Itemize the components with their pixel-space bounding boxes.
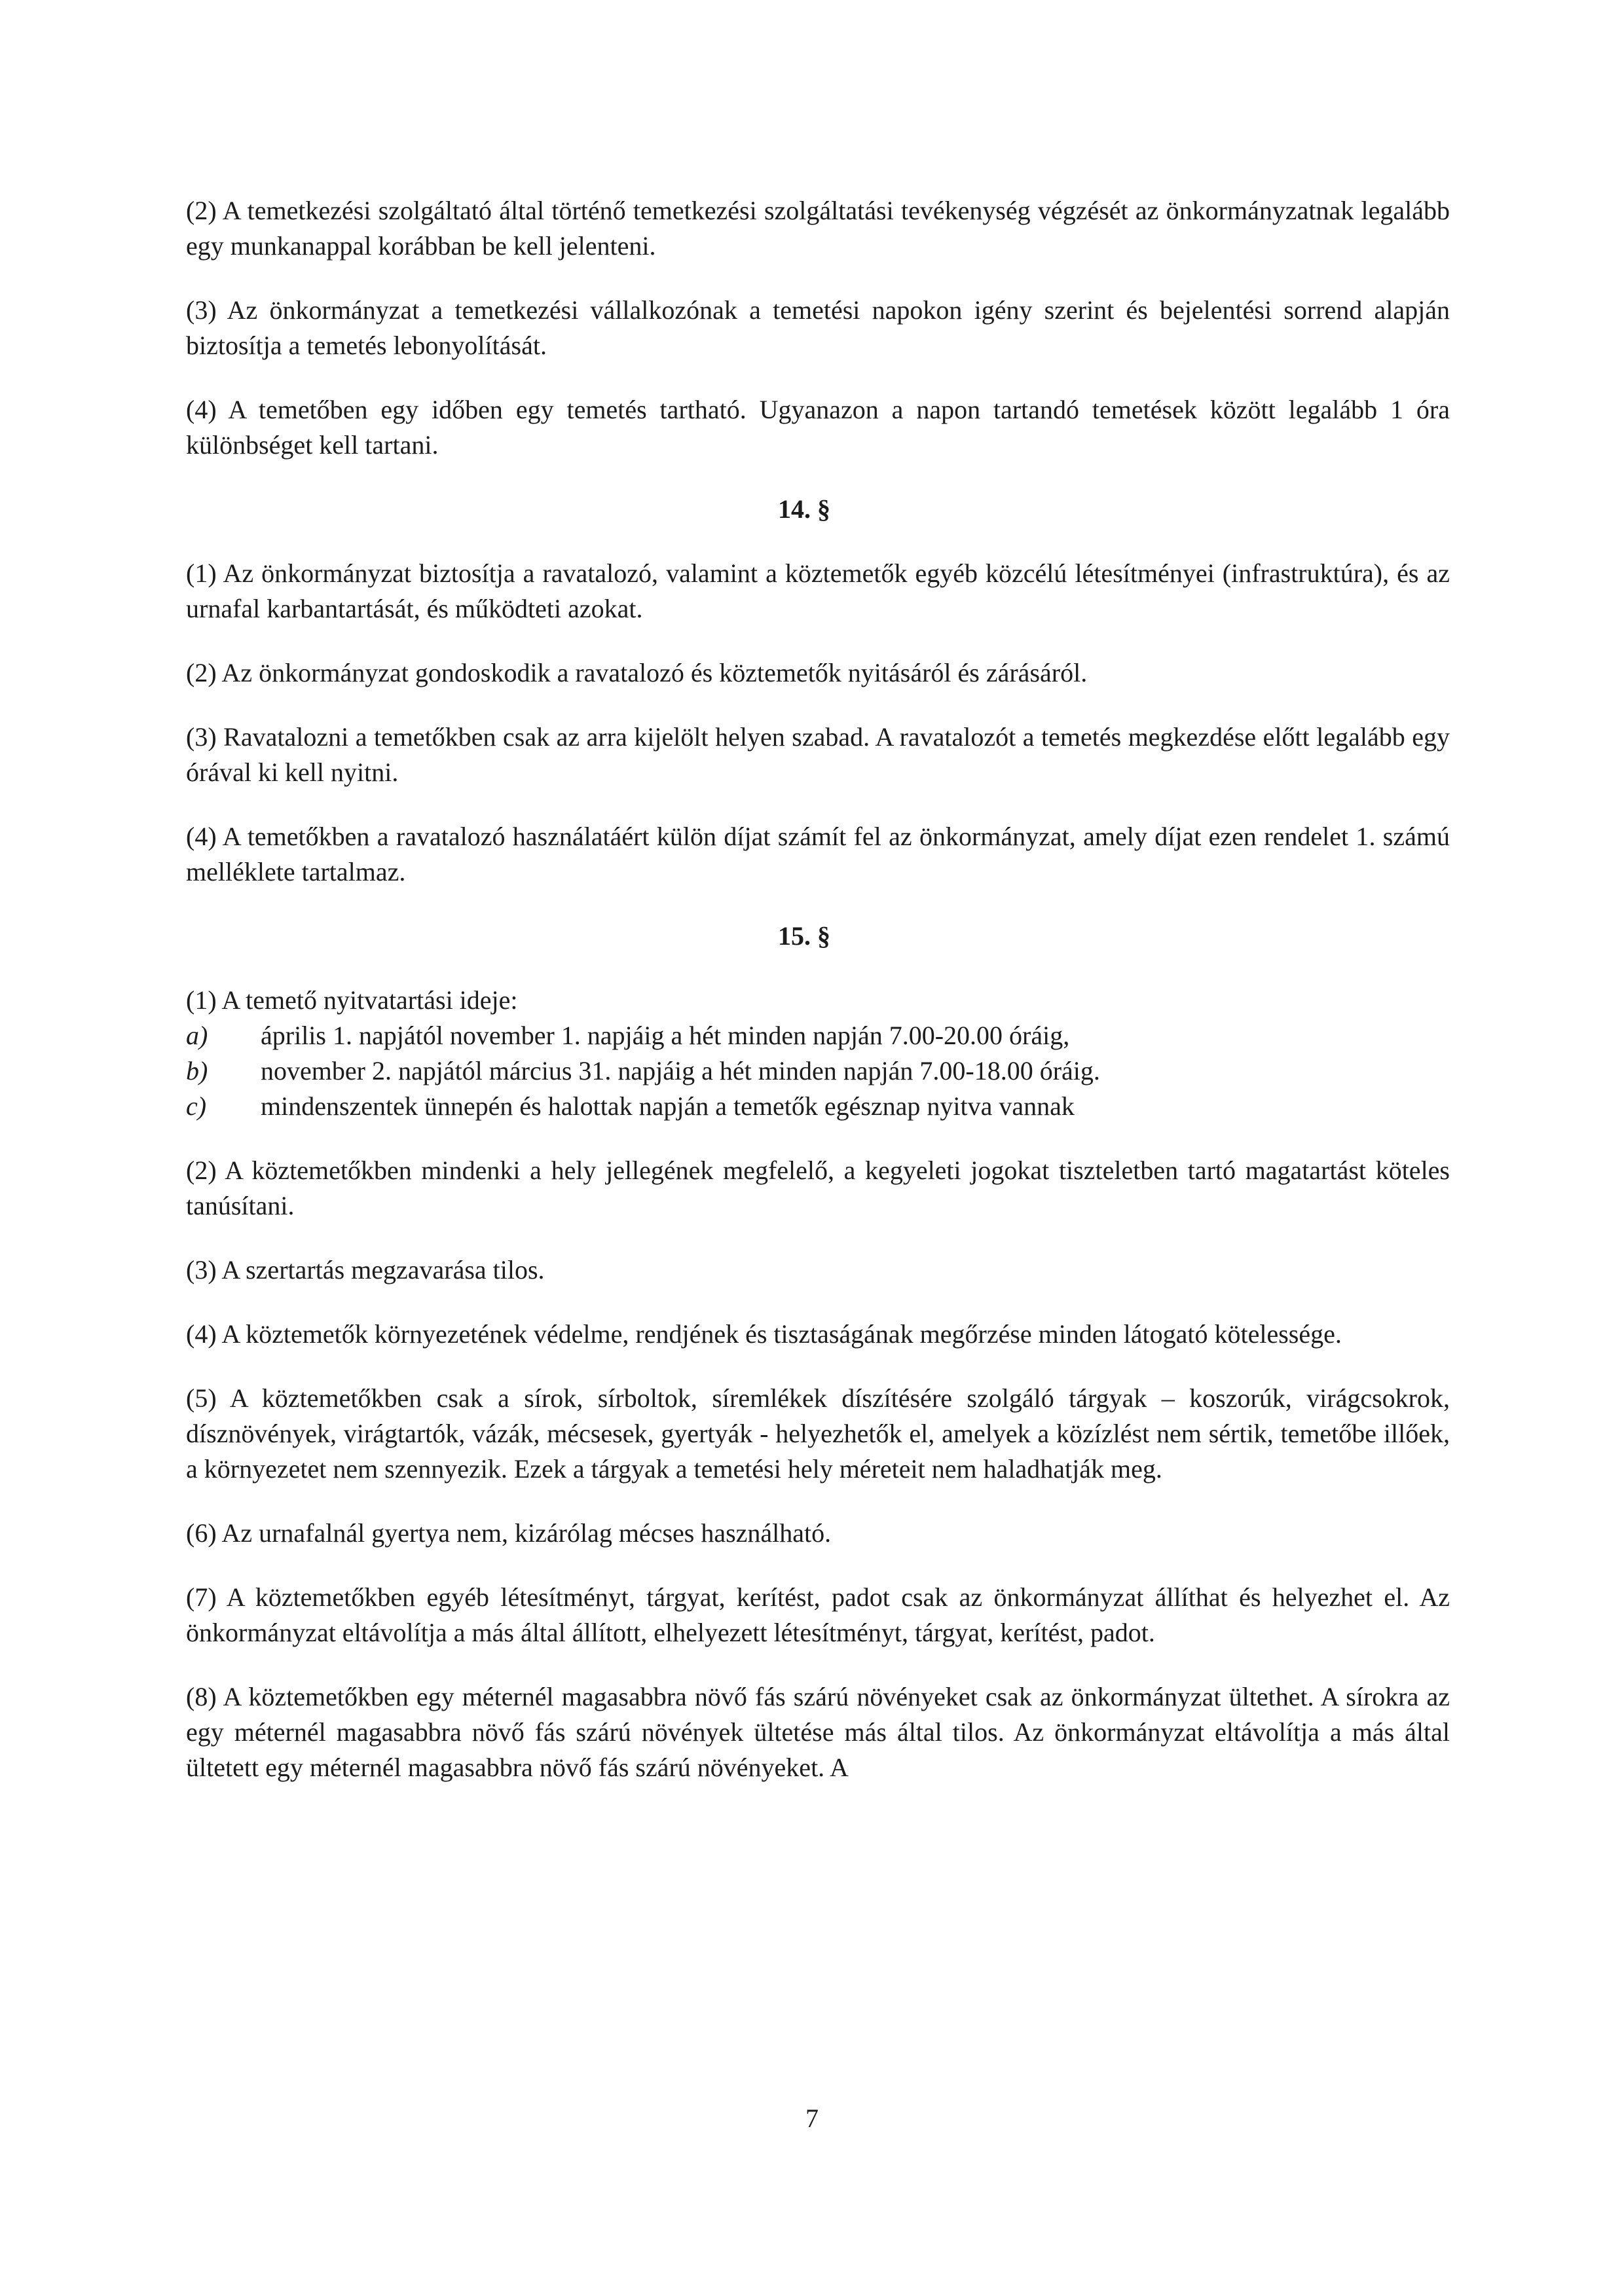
list-item bbox=[186, 1053, 1450, 1089]
list-item-text: november 2. napjától március 31. napjáig a hét minden napján 7.00-18.00 óráig. bbox=[261, 1056, 1100, 1085]
list-marker: b) bbox=[186, 1056, 208, 1085]
paragraph-15-2: (2) A köztemetőkben mindenki a hely jellegének megfelelő, a kegyeleti jogokat tiszteletben tartó magatartást köteles tanúsítani. bbox=[186, 1156, 1450, 1220]
paragraph-15-1-intro: (1) A temető nyitvatartási ideje: bbox=[186, 985, 518, 1015]
paragraph-15-8: (8) A köztemetőkben egy méternél magasabbra növő fás szárú növényeket csak az önkormányzat ültethet. A sírokra az egy méternél magasabbra növő fás szárú növények ültetése más által tilos. Az önkormányzat eltávolítja a más által ültetett egy méternél magasabbra növő fás szárú növényeket. A bbox=[186, 1682, 1450, 1782]
paragraph-13-3: (3) Az önkormányzat a temetkezési vállalkozónak a temetési napokon igény szerint és bejelentési sorrend alapján biztosítja a temetés lebonyolítását. bbox=[186, 295, 1450, 360]
paragraph-14-4: (4) A temetőkben a ravatalozó használatáért külön díjat számít fel az önkormányzat, amely díjat ezen rendelet 1. számú melléklete tartalmaz. bbox=[186, 822, 1450, 886]
paragraph-15-7: (7) A köztemetőkben egyéb létesítményt, tárgyat, kerítést, padot csak az önkormányzat állíthat és helyezhet el. Az önkormányzat eltávolítja a más által állított, elhelyezett létesítményt, tárgyat, kerítést, padot. bbox=[186, 1582, 1450, 1647]
paragraph-15-3: (3) A szertartás megzavarása tilos. bbox=[186, 1255, 545, 1285]
paragraph-13-4: (4) A temetőben egy időben egy temetés tartható. Ugyanazon a napon tartandó temetések között legalább 1 óra különbséget kell tartani. bbox=[186, 395, 1450, 460]
opening-hours-list bbox=[186, 1018, 1450, 1124]
paragraph-14-3: (3) Ravatalozni a temetőkben csak az arra kijelölt helyen szabad. A ravatalozót a temetés megkezdése előtt legalább egy órával ki kell nyitni. bbox=[186, 722, 1450, 787]
paragraph-15-4: (4) A köztemetők környezetének védelme, rendjének és tisztaságának megőrzése minden látogató kötelessége. bbox=[186, 1319, 1342, 1349]
section-heading-15: 15. § bbox=[778, 921, 830, 951]
list-marker: a) bbox=[186, 1021, 208, 1050]
paragraph-15-6: (6) Az urnafalnál gyertya nem, kizárólag mécses használható. bbox=[186, 1518, 832, 1548]
section-heading-14: 14. § bbox=[778, 494, 830, 524]
paragraph-15-5: (5) A köztemetőkben csak a sírok, sírboltok, síremlékek díszítésére szolgáló tárgyak – koszorúk, virágcsokrok, dísznövények, virágtartók, vázák, mécsesek, gyertyák - helyezhetők el, amelyek a közízlést nem sértik, temetőbe illőek, a környezetet nem szennyezik. Ezek a tárgyak a temetési hely méreteit nem haladhatják meg. bbox=[186, 1383, 1450, 1484]
list-marker: c) bbox=[186, 1091, 207, 1121]
list-item bbox=[186, 1089, 1450, 1124]
list-item-text: mindenszentek ünnepén és halottak napján a temetők egésznap nyitva vannak bbox=[261, 1091, 1075, 1121]
list-item-text: április 1. napjától november 1. napjáig a hét minden napján 7.00-20.00 óráig, bbox=[261, 1021, 1070, 1050]
document-page bbox=[186, 193, 1450, 1785]
paragraph-13-2: (2) A temetkezési szolgáltató által történő temetkezési szolgáltatási tevékenység végzését az önkormányzatnak legalább egy munkanappal korábban be kell jelenteni. bbox=[186, 196, 1450, 261]
paragraph-14-1: (1) Az önkormányzat biztosítja a ravatalozó, valamint a köztemetők egyéb közcélú létesítményei (infrastruktúra), és az urnafal karbantartását, és működteti azokat. bbox=[186, 558, 1450, 623]
paragraph-14-2: (2) Az önkormányzat gondoskodik a ravatalozó és köztemetők nyitásáról és zárásáról. bbox=[186, 658, 1088, 687]
page-number: 7 bbox=[805, 2104, 819, 2133]
list-item bbox=[186, 1018, 1450, 1053]
